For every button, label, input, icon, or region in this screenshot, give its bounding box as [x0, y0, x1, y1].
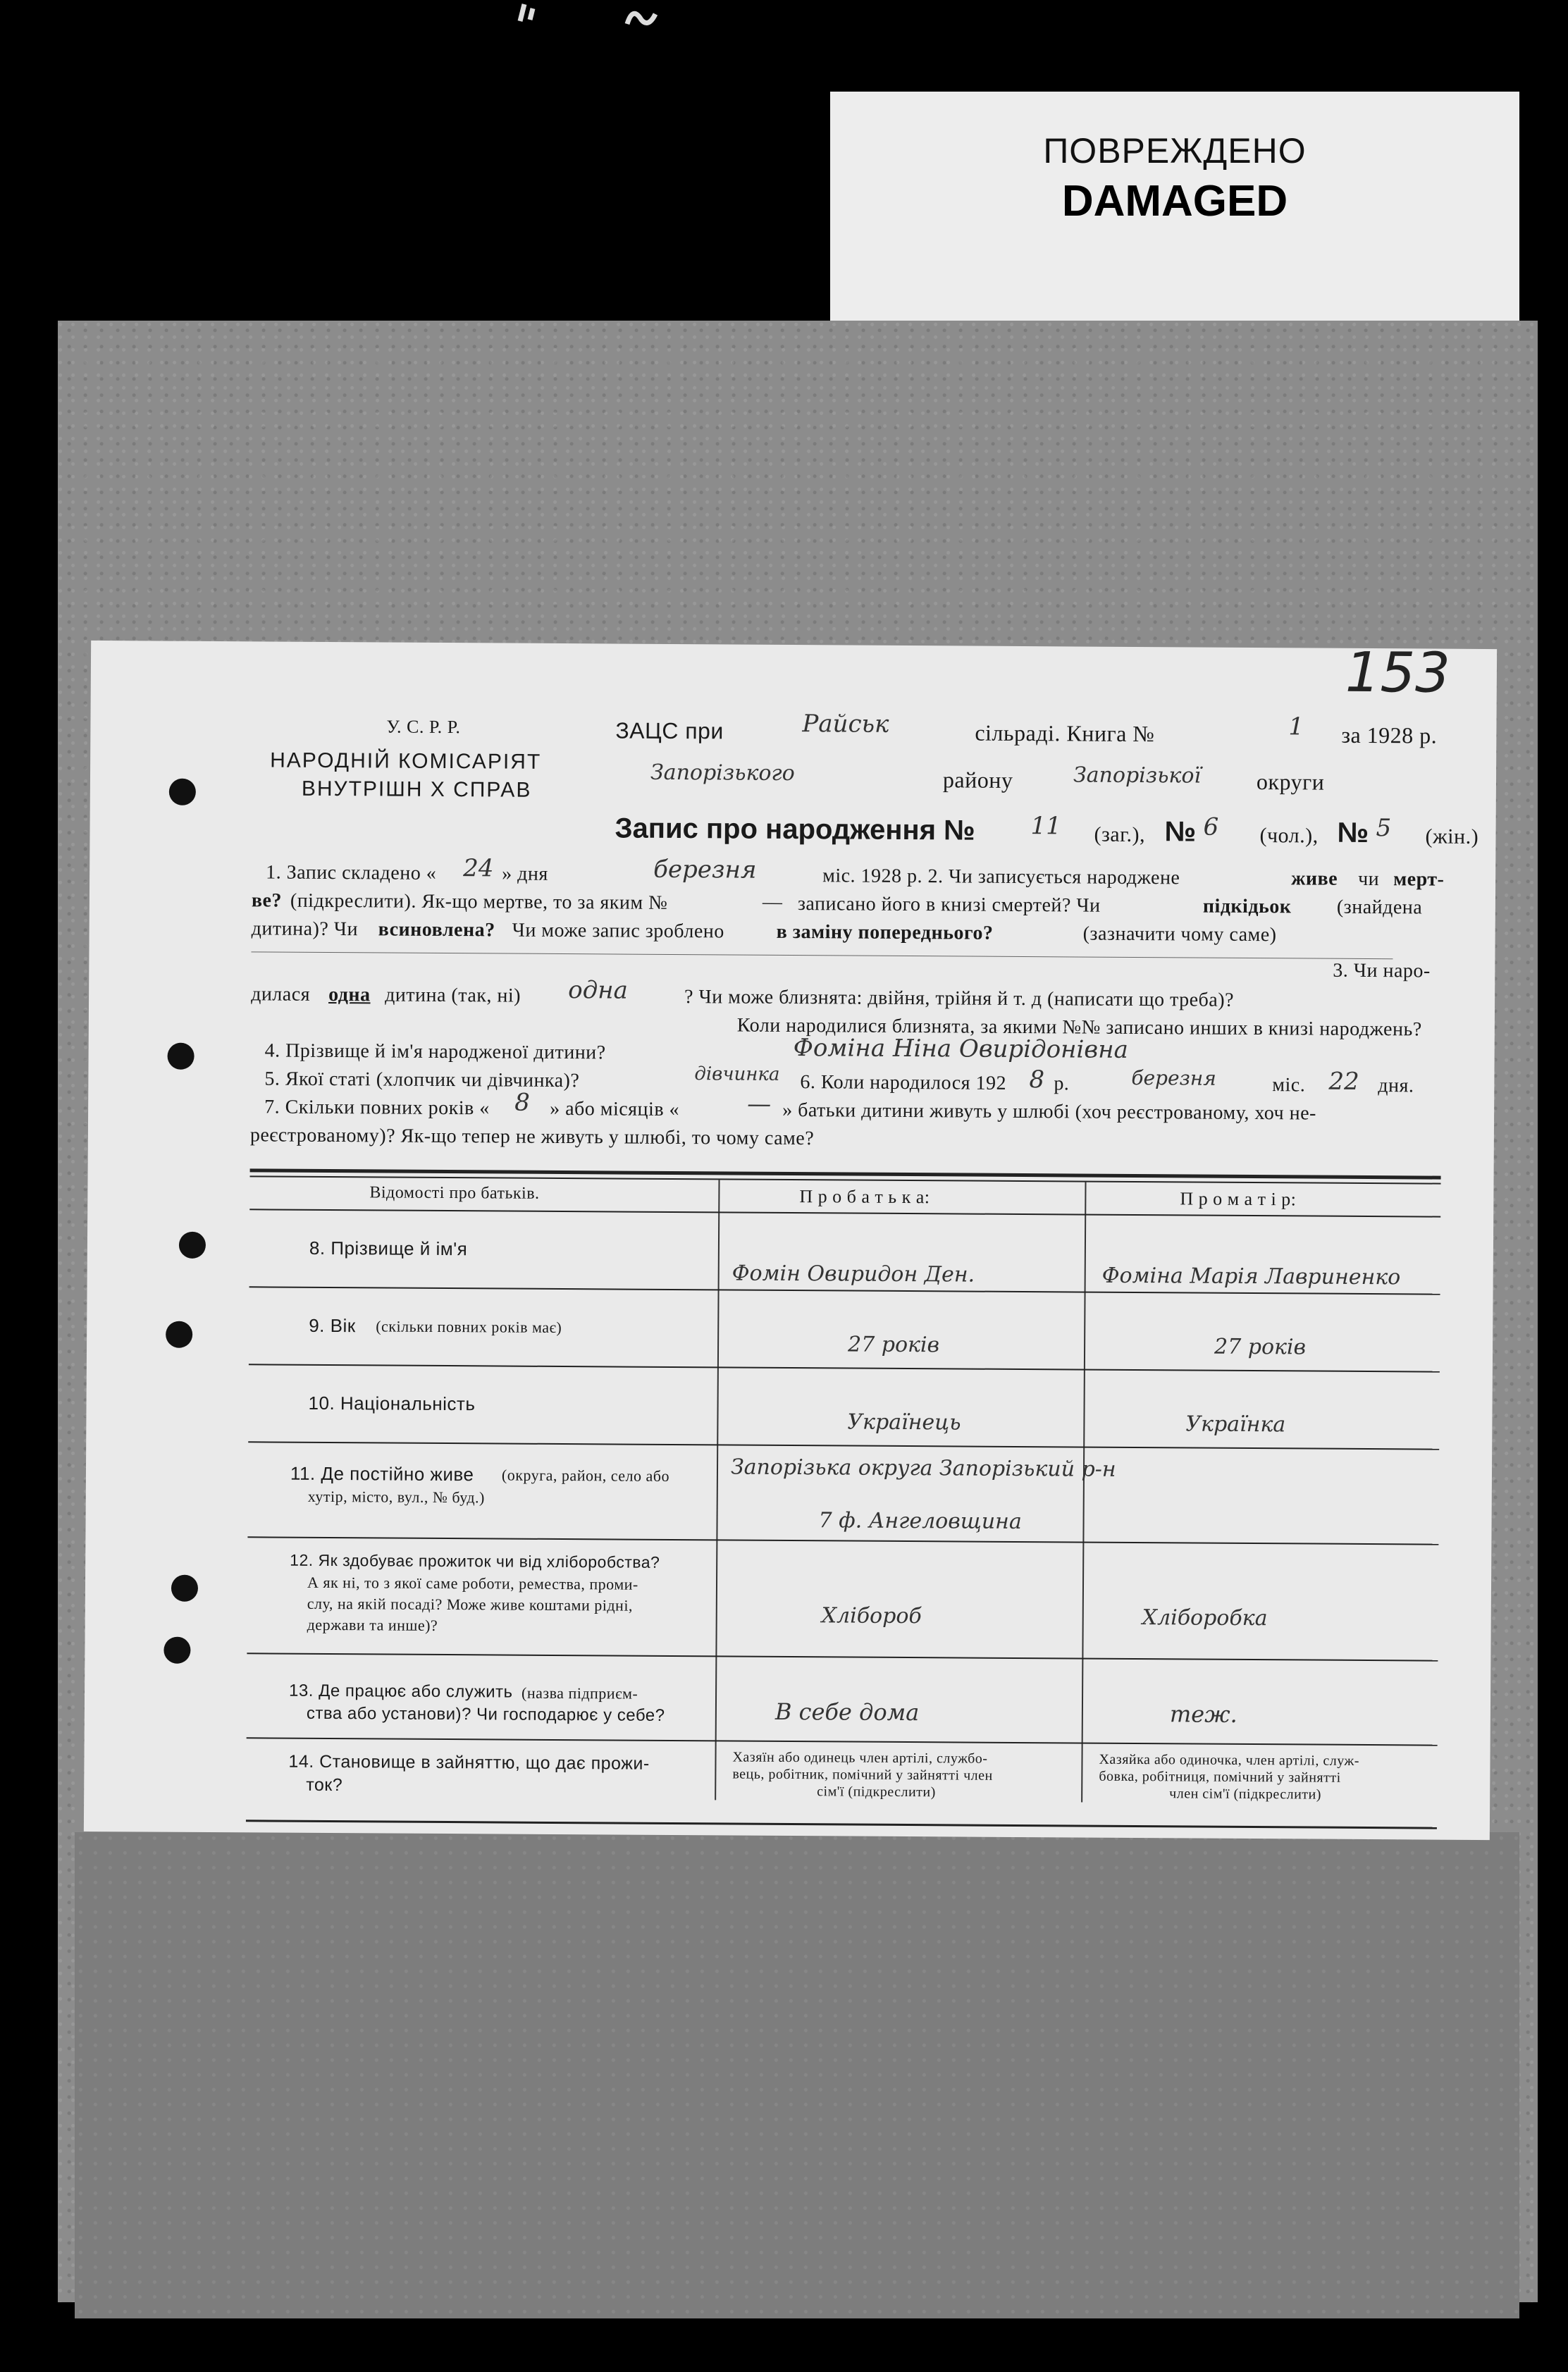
table-header-father: П р о б а т ь к а: — [799, 1186, 930, 1208]
q7-years: 8 — [514, 1088, 530, 1117]
damaged-tag — [830, 92, 1519, 321]
q7-text-d: реєстрованому)? Як-що тепер не живуть у шлюбі, то чому саме? — [249, 1124, 815, 1150]
row-status-label: 14. Становище в зайняттю, що дає прожи- — [288, 1751, 650, 1774]
q1-text-c: міс. 1928 р. 2. Чи записується народжене — [822, 865, 1180, 889]
q2-text-d: (знайдена — [1336, 896, 1423, 919]
row-divider — [247, 1653, 1438, 1661]
q7-months: — — [747, 1089, 772, 1118]
row-residence-label: 11. Де постійно живе — [290, 1462, 474, 1485]
mother-name: Фоміна Марія Лавриненко — [1101, 1263, 1401, 1290]
row-residence-sublabel-2: хутір, місто, вул., № буд.) — [307, 1487, 485, 1507]
header-commissariat: НАРОДНІЙ КОМІСАРІЯТ — [270, 748, 542, 774]
q5-sex: дівчинка — [694, 1063, 780, 1085]
row-divider — [247, 1737, 1438, 1746]
father-work: В себе дома — [774, 1698, 920, 1727]
table-header-mother: П р о м а т і р: — [1180, 1188, 1297, 1210]
row-livelihood-label: 12. Як здобуває прожиток чи від хліборобства? — [290, 1550, 660, 1571]
punch-hole — [166, 1321, 192, 1348]
q2-text-g: (зазначити чому саме) — [1082, 922, 1277, 946]
q7-text-b: » або місяців « — [550, 1097, 680, 1121]
q2-fill-line — [251, 951, 1393, 959]
row-age-sublabel: (скільки повних років має) — [376, 1317, 562, 1337]
header-ussr: У. С. Р. Р. — [386, 716, 461, 738]
record-female-label: № — [1337, 817, 1369, 849]
row-livelihood-label-4: держави та инше)? — [307, 1615, 438, 1634]
record-total-number: 11 — [1030, 812, 1061, 841]
q2-dead: мерт- — [1393, 868, 1445, 891]
father-nationality: Українець — [847, 1409, 961, 1435]
row-work-sublabel: (назва підприєм- — [521, 1684, 638, 1703]
mother-status-1: Хазяйка або одиночка, член артілі, служ- — [1099, 1751, 1360, 1769]
q4-label: 4. Прізвище й ім'я народженої дитини? — [264, 1039, 606, 1064]
row-work-label: 13. Де працює або служить — [288, 1681, 513, 1702]
q4-child-name: Фоміна Ніна Овирідонівна — [793, 1034, 1128, 1064]
mother-livelihood: Хліборобка — [1142, 1605, 1268, 1631]
punch-hole — [167, 1043, 194, 1070]
q6-day: 22 — [1328, 1067, 1359, 1096]
mother-age: 27 років — [1214, 1334, 1307, 1360]
okrug-label: округи — [1256, 769, 1325, 795]
punch-hole — [171, 1575, 198, 1602]
q6-label: 6. Коли народилося 192 — [800, 1071, 1007, 1094]
father-status-3: сім'ї (підкреслити) — [817, 1784, 936, 1800]
mother-status-3: член сім'ї (підкреслити) — [1169, 1786, 1322, 1803]
year-label: за 1928 р. — [1341, 722, 1438, 748]
okrug-name: Запорізької — [1073, 762, 1202, 789]
record-male-suffix: (чол.), — [1259, 824, 1319, 848]
row-work-label-2: ства або установи)? Чи господарює у себе? — [306, 1703, 665, 1725]
record-female-suffix: (жін.) — [1425, 824, 1479, 848]
district-label: району — [942, 767, 1013, 793]
record-female-number: 5 — [1376, 814, 1392, 843]
zags-label: ЗАЦС при — [615, 717, 724, 744]
mother-nationality: Українка — [1185, 1412, 1286, 1438]
table-col-divider — [1081, 1182, 1086, 1803]
mother-work: теж. — [1169, 1700, 1237, 1728]
birth-record-form — [84, 641, 1497, 1840]
damaged-label-en: DAMAGED — [1061, 177, 1288, 226]
q6-day-suffix: дня. — [1378, 1075, 1414, 1097]
q2-text-e: дитина)? Чи — [251, 918, 359, 941]
page-number: 153 — [1345, 641, 1451, 705]
table-header-parents: Відомості про батьків. — [369, 1183, 540, 1203]
top-scribble — [514, 0, 684, 35]
q3-twins: Коли народилися близнята, за якими №№ записано инших в книзі народжень? — [736, 1014, 1422, 1041]
q3-text-a: дилася — [251, 983, 311, 1006]
q1-month: березня — [653, 855, 757, 884]
q2-dead-end: ве? — [251, 889, 283, 912]
book-number: 1 — [1288, 712, 1304, 741]
q3-one: одна — [328, 983, 371, 1006]
q2-text-f: Чи може запис зроблено — [512, 919, 724, 943]
row-divider — [248, 1441, 1439, 1450]
father-name: Фомін Овиридон Ден. — [731, 1261, 975, 1287]
punch-hole — [169, 779, 196, 805]
q6-year-suffix: р. — [1054, 1073, 1070, 1095]
father-residence: Запорізька округа Запорізький р-н — [730, 1454, 1116, 1482]
table-header-rule — [249, 1209, 1440, 1217]
q2-dash: — — [762, 891, 783, 913]
backing-board-lower — [75, 1832, 1519, 2318]
father-age: 27 років — [847, 1332, 940, 1358]
village-name: Райськ — [802, 710, 889, 739]
table-col-divider — [715, 1180, 720, 1800]
q2-or: чи — [1358, 867, 1380, 891]
mother-status-2: бовка, робітниця, помічний у зайнятті — [1099, 1768, 1341, 1786]
q2-replacement: в заміну попереднього? — [776, 920, 994, 944]
q3-answer: одна — [568, 976, 628, 1005]
damaged-label-ru: ПОВРЕЖДЕНО — [1043, 131, 1307, 171]
row-status-label-2: ток? — [306, 1774, 343, 1796]
q1-text-a: 1. Запис складено « — [266, 861, 437, 884]
row-divider — [249, 1364, 1440, 1372]
district-name: Запорізького — [650, 760, 795, 786]
header-internal-affairs: ВНУТРІШН Х СПРАВ — [301, 777, 532, 802]
punch-hole — [163, 1637, 190, 1664]
record-title: Запис про народження № — [615, 813, 975, 846]
q7-label: 7. Скільки повних років « — [264, 1096, 490, 1120]
q5-label: 5. Якої статі (хлопчик чи дівчинка)? — [264, 1068, 580, 1092]
father-status-1: Хазяїн або одинець член артілі, службо- — [732, 1749, 988, 1767]
q2-foundling: підкідьок — [1202, 895, 1292, 918]
father-status-2: вець, робітник, помічний у зайнятті член — [732, 1766, 993, 1784]
row-residence-sublabel: (округа, район, село або — [501, 1466, 670, 1485]
q2-text: (підкреслити). Як-що мертве, то за яким № — [290, 889, 668, 914]
q3-text-b: дитина (так, ні) — [385, 984, 521, 1007]
record-male-label: № — [1164, 816, 1197, 848]
q7-text-c: » батьки дитини живуть у шлюбі (хоч реєстрованому, хоч не- — [782, 1099, 1316, 1125]
q6-month: березня — [1131, 1065, 1216, 1090]
row-nationality-label: 10. Національність — [308, 1392, 476, 1415]
punch-hole — [179, 1232, 206, 1259]
row-name-label: 8. Прізвище й ім'я — [309, 1237, 468, 1260]
q2-text-c: записано його в книзі смертей? Чи — [797, 893, 1101, 917]
q3-label: 3. Чи наро- — [1333, 959, 1431, 982]
row-divider — [247, 1536, 1438, 1545]
q2-adopted: всиновлена? — [378, 918, 495, 941]
table-bottom-rule — [246, 1820, 1437, 1829]
father-residence-2: 7 ф. Ангеловщина — [818, 1508, 1022, 1535]
record-male-number: 6 — [1203, 813, 1219, 841]
father-livelihood: Хлібороб — [821, 1603, 922, 1629]
q1-day: 24 — [463, 854, 494, 883]
village-suffix: сільраді. Книга № — [975, 719, 1155, 747]
q1-text-b: » дня — [502, 863, 548, 885]
row-age-label: 9. Вік — [309, 1314, 356, 1337]
q6-month-suffix: міс. — [1272, 1074, 1306, 1097]
row-livelihood-label-2: А як ні, то з якої саме роботи, ремества, проми- — [307, 1573, 638, 1593]
q3-text-c: ? Чи може близнята: двійня, трійня й т. д (написати що треба)? — [684, 986, 1235, 1011]
record-total-label: (заг.), — [1094, 822, 1146, 847]
q2-live: живе — [1291, 867, 1338, 890]
row-livelihood-label-3: слу, на якій посаді? Може живе коштами рідні, — [307, 1594, 634, 1614]
q6-year: 8 — [1029, 1065, 1045, 1094]
